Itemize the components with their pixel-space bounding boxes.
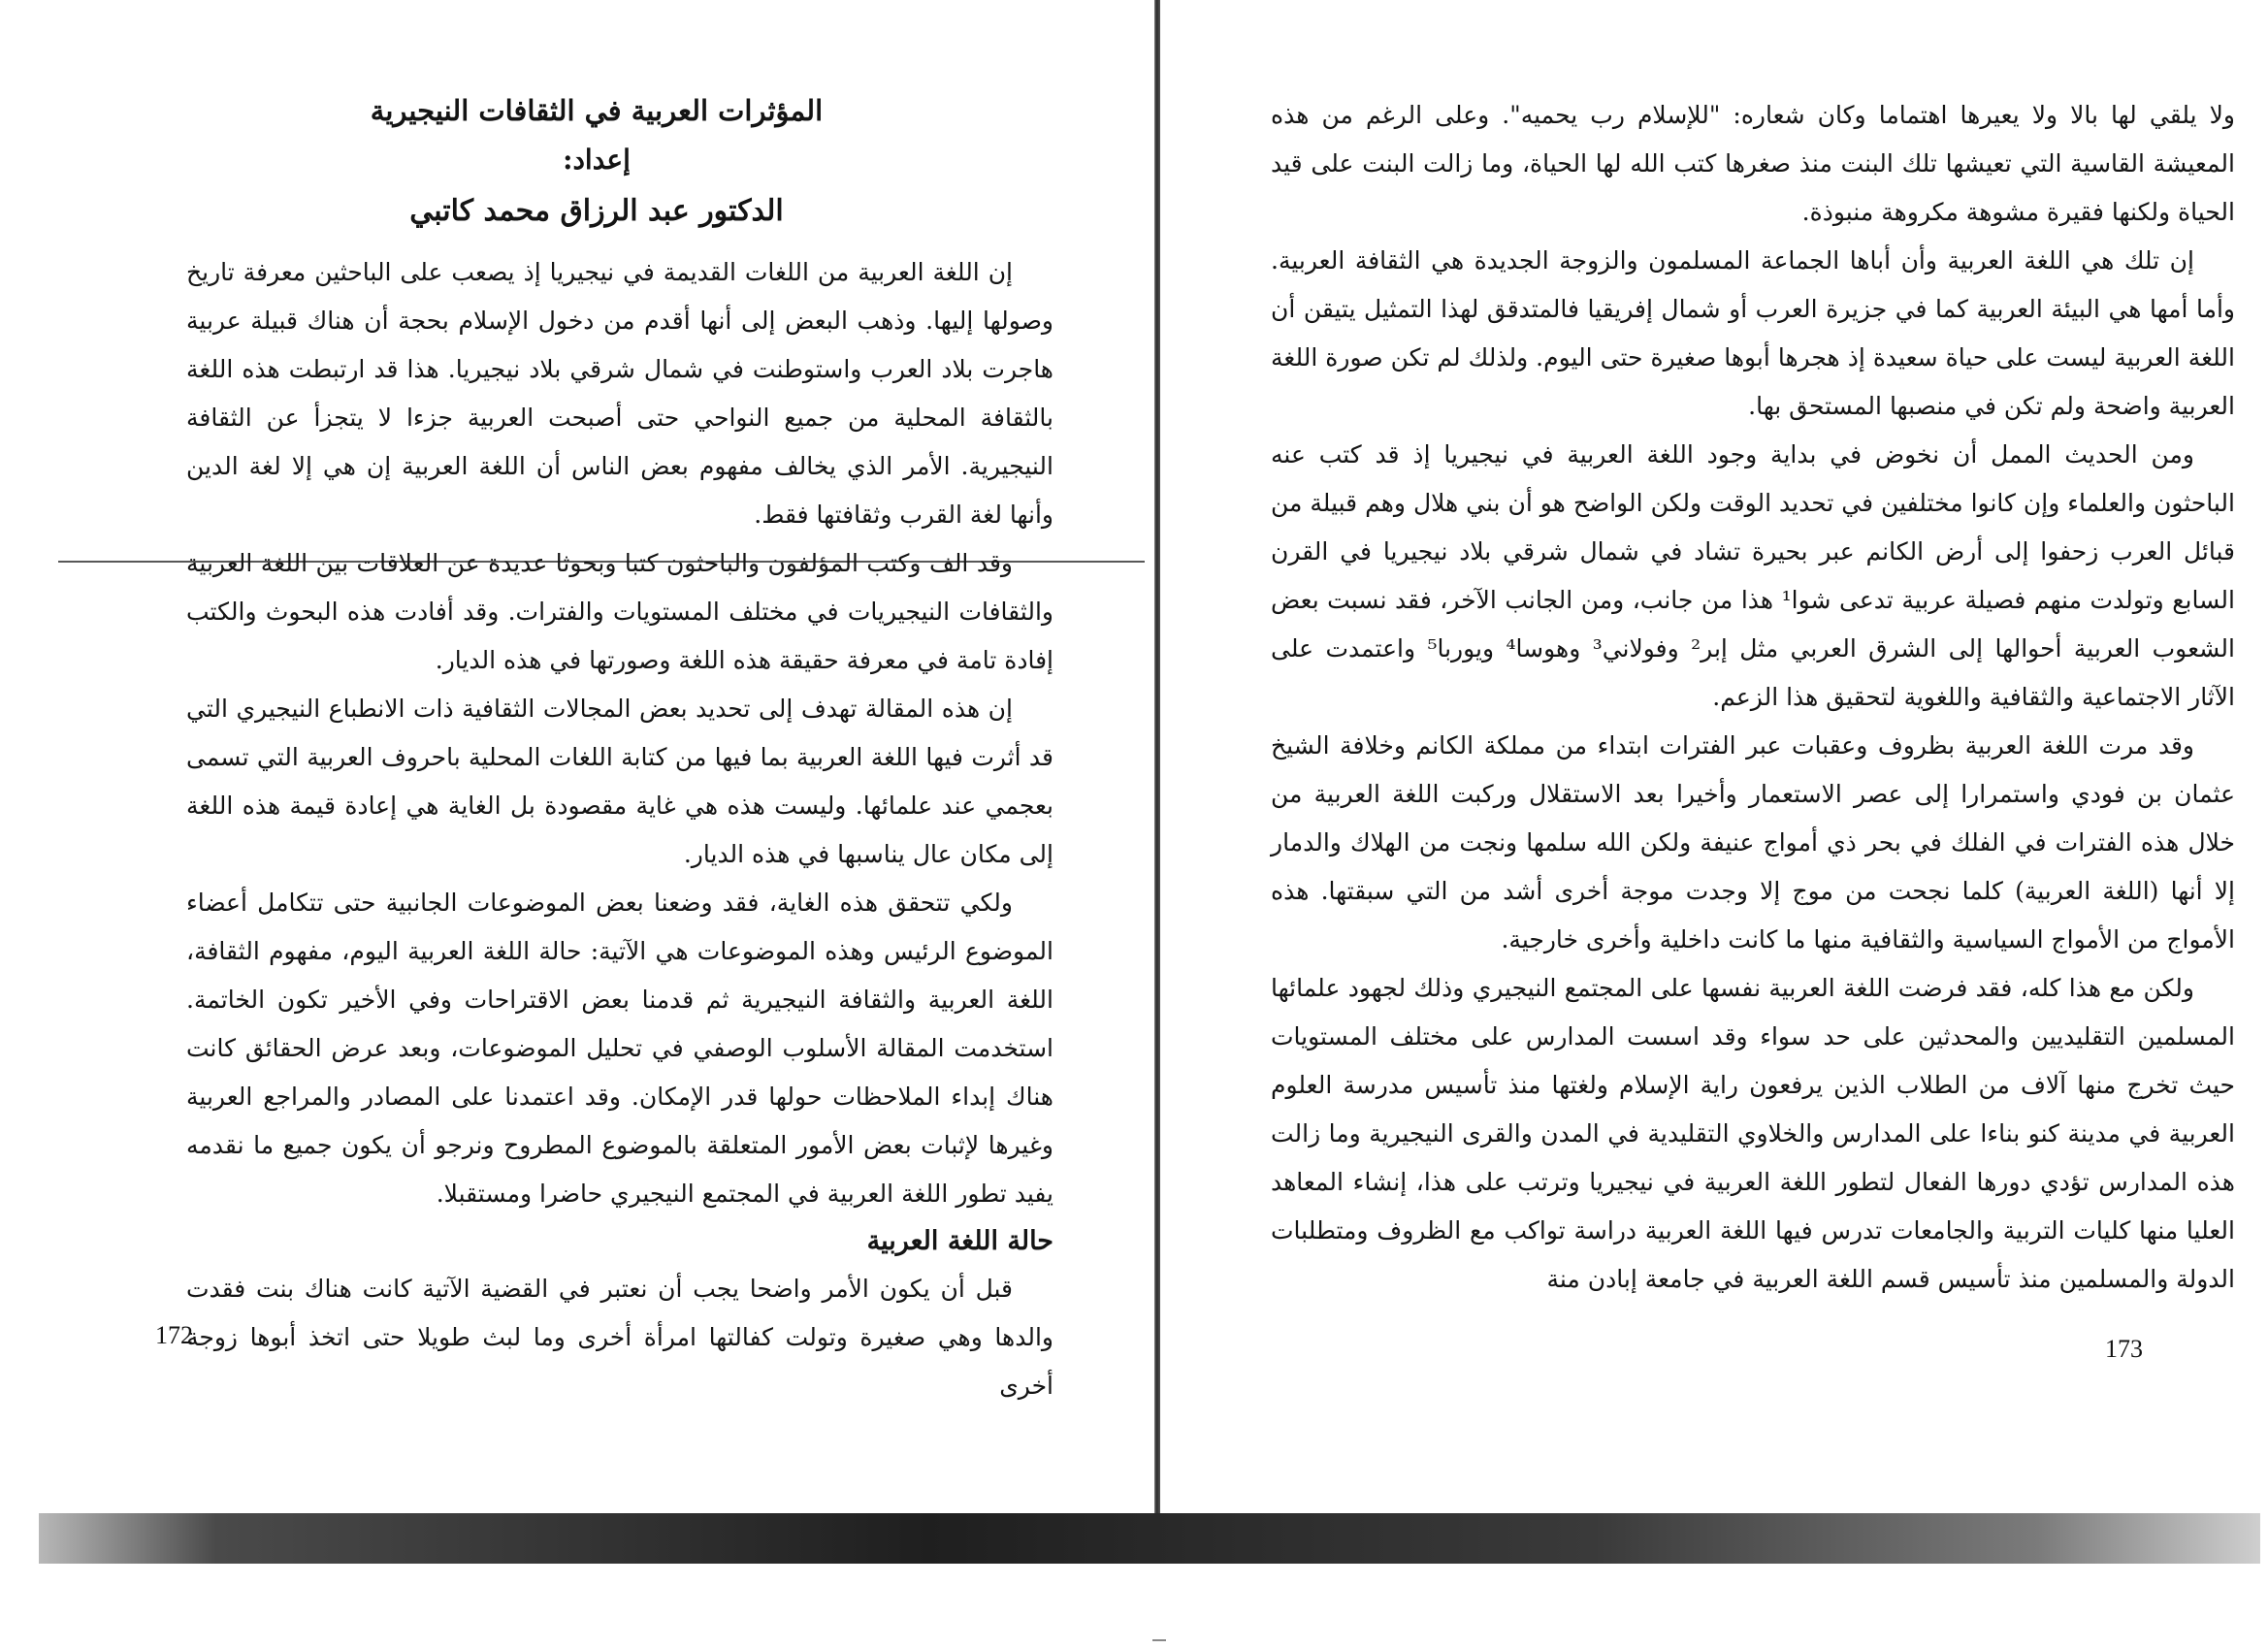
author-name: الدكتور عبد الرزاق محمد كاتبي [409, 194, 784, 228]
paragraph: ولكن مع هذا كله، فقد فرضت اللغة العربية نفسها على المجتمع النيجيري وذلك لجهود علمائها المسلمين التقليديين والمحدثين على حد سواء وقد اسست المدارس على مختلف المستويات حيث تخرج منها آلاف من الطلاب الذين يرفعون راية الإسلام ولغتها منذ تأسيس مدرسة العلوم العربية في مدينة كنو بناءا على المدارس والخلاوي التقليدية في المدن والقرى النيجيرية وما زالت هذه المدارس تؤدي دورها الفعال لتطور اللغة العربية في نيجيريا وترتب على هذا، إنشاء المعاهد العليا منها كليات التربية والجامعات تدرس فيها اللغة العربية دراسة تواكب مع الظروف ومتطلبات الدولة والمسلمين منذ تأسيس قسم اللغة العربية في جامعة إبادن منة [1271, 974, 2235, 1293]
paragraph: وقد مرت اللغة العربية بظروف وعقبات عبر الفترات ابتداء من مملكة الكانم وخلافة الشيخ عثمان بن فودي واستمرارا إلى عصر الاستعمار وأخيرا بعد الاستقلال وركبت اللغة العربية من خلال هذه الفترات في الفلك في بحر ذي أمواج عنيفة ولكن الله سلمها ونجت من الهلاك والدمار إلا أنها (اللغة العربية) كلما نجحت من موج إلا وجدت موجة أخرى أشد من التي سبقتها. هذه الأمواج من الأمواج السياسية والثقافية منها ما كانت داخلية وأخرى خارجية. [1271, 731, 2235, 954]
prepared-by-label: إعداد: [563, 144, 631, 176]
scan-mark [1152, 1639, 1166, 1641]
paragraph: قبل أن يكون الأمر واضحا يجب أن نعتبر في القضية الآتية كانت هناك بنت فقدت والدها وهي صغيرة وتولت كفالتها امرأة أخرى وما لبث طويلا حتى اتخذ أبوها زوجة أخرى [186, 1275, 1053, 1400]
paragraph: ولا يلقي لها بالا ولا يعيرها اهتماما وكان شعاره: "للإسلام رب يحميه". وعلى الرغم من هذه المعيشة القاسية التي تعيشها تلك البنت منذ صغرها كتب الله لها الحياة، وما زالت البنت على قيد الحياة ولكنها فقيرة مشوهة مكروهة منبوذة. [1271, 101, 2235, 226]
article-title: المؤثرات العربية في الثقافات النيجيرية [370, 94, 824, 127]
paragraph: إن هذه المقالة تهدف إلى تحديد بعض المجالات الثقافية ذات الانطباع النيجيري التي قد أثرت فيها اللغة العربية بما فيها من كتابة اللغات المحلية باحروف العربية التي تسمى بعجمي عند علمائها. وليست هذه هي غاية مقصودة بل الغاية هي إعادة قيمة هذه اللغة إلى مكان عال يناسبها في هذه الديار. [186, 695, 1053, 868]
page-number-left: 172 [155, 1321, 193, 1349]
paragraph: ومن الحديث الممل أن نخوض في بداية وجود اللغة العربية في نيجيريا إذ قد كتب عنه الباحثون والعلماء وإن كانوا مختلفين في تحديد الوقت ولكن الواضح هو أن بني هلال وهم قبيلة من قبائل العرب زحفوا إلى أرض الكانم عبر بحيرة تشاد في شمال شرقي بلاد نيجيريا في القرن السابع وتولدت منهم فصيلة عربية تدعى شوا¹ هذا من جانب، ومن الجانب الآخر، فقد نسبت بعض الشعوب العربية أحوالها إلى الشرق العربي مثل إبر² وفولاني³ وهوسا⁴ ويوربا⁵ واعتمدت على الآثار الاجتماعية والثقافية واللغوية لتحقيق هذا الزعم. [1271, 440, 2235, 711]
article-header [291, 85, 902, 239]
right-page [1160, 0, 2268, 1571]
page-number-right: 173 [2105, 1335, 2143, 1363]
left-page [0, 0, 1154, 1571]
paragraph: ولكي تتحقق هذه الغاية، فقد وضعنا بعض الموضوعات الجانبية حتى تتكامل أعضاء الموضوع الرئيس وهذه الموضوعات هي الآتية: حالة اللغة العربية اليوم، مفهوم الثقافة، اللغة العربية والثقافة النيجيرية ثم قدمنا بعض الاقتراحات وفي الأخير تكون الخاتمة. استخدمت المقالة الأسلوب الوصفي في تحليل الموضوعات، وبعد عرض الحقائق كانت هناك إبداء الملاحظات حولها قدر الإمكان. وقد اعتمدنا على المصادر والمراجع العربية وغيرها لإثبات بعض الأمور المتعلقة بالموضوع المطروح ونرجو أن يكون جميع ما نقدمه يفيد تطور اللغة العربية في المجتمع النيجيري حاضرا ومستقبلا. [186, 889, 1053, 1208]
left-body [186, 248, 1053, 1410]
paragraph: إن اللغة العربية من اللغات القديمة في نيجيريا إذ يصعب على الباحثين معرفة تاريخ وصولها إليها. وذهب البعض إلى أنها أقدم من دخول الإسلام بحجة أن هناك قبيلة عربية هاجرت بلاد العرب واستوطنت في شمال شرقي بلاد نيجيريا. هذا قد ارتبطت هذه اللغة بالثقافة المحلية من جميع النواحي حتى أصبحت العربية جزءا لا يتجزأ عن الثقافة النيجيرية. الأمر الذي يخالف مفهوم بعض الناس أن اللغة العربية إن هي إلا لغة الدين وأنها لغة القرب وثقافتها فقط. [186, 258, 1053, 529]
paragraph: وقد الف وكتب المؤلفون والباحثون كتبا وبحوثا عديدة عن العلاقات بين اللغة العربية والثقافات النيجيريات في مختلف المستويات والفترات. وقد أفادت هذه البحوث والكتب إفادة تامة في معرفة حقيقة هذه اللغة وصورتها في هذه الديار. [186, 549, 1053, 674]
right-body [1271, 91, 2235, 1304]
section-heading: حالة اللغة العربية [866, 1226, 1053, 1256]
paragraph: إن تلك هي اللغة العربية وأن أباها الجماعة المسلمون والزوجة الجديدة هي الثقافة العربية. وأما أمها هي البيئة العربية كما في جزيرة العرب أو شمال إفريقيا فالمتدقق لهذا التمثيل يتيقن أن اللغة العربية ليست على حياة سعيدة إذ هجرها أبوها صغيرة حتى اليوم. ولذلك لم تكن صورة اللغة العربية واضحة ولم تكن في منصبها المستحق بها. [1271, 246, 2235, 420]
